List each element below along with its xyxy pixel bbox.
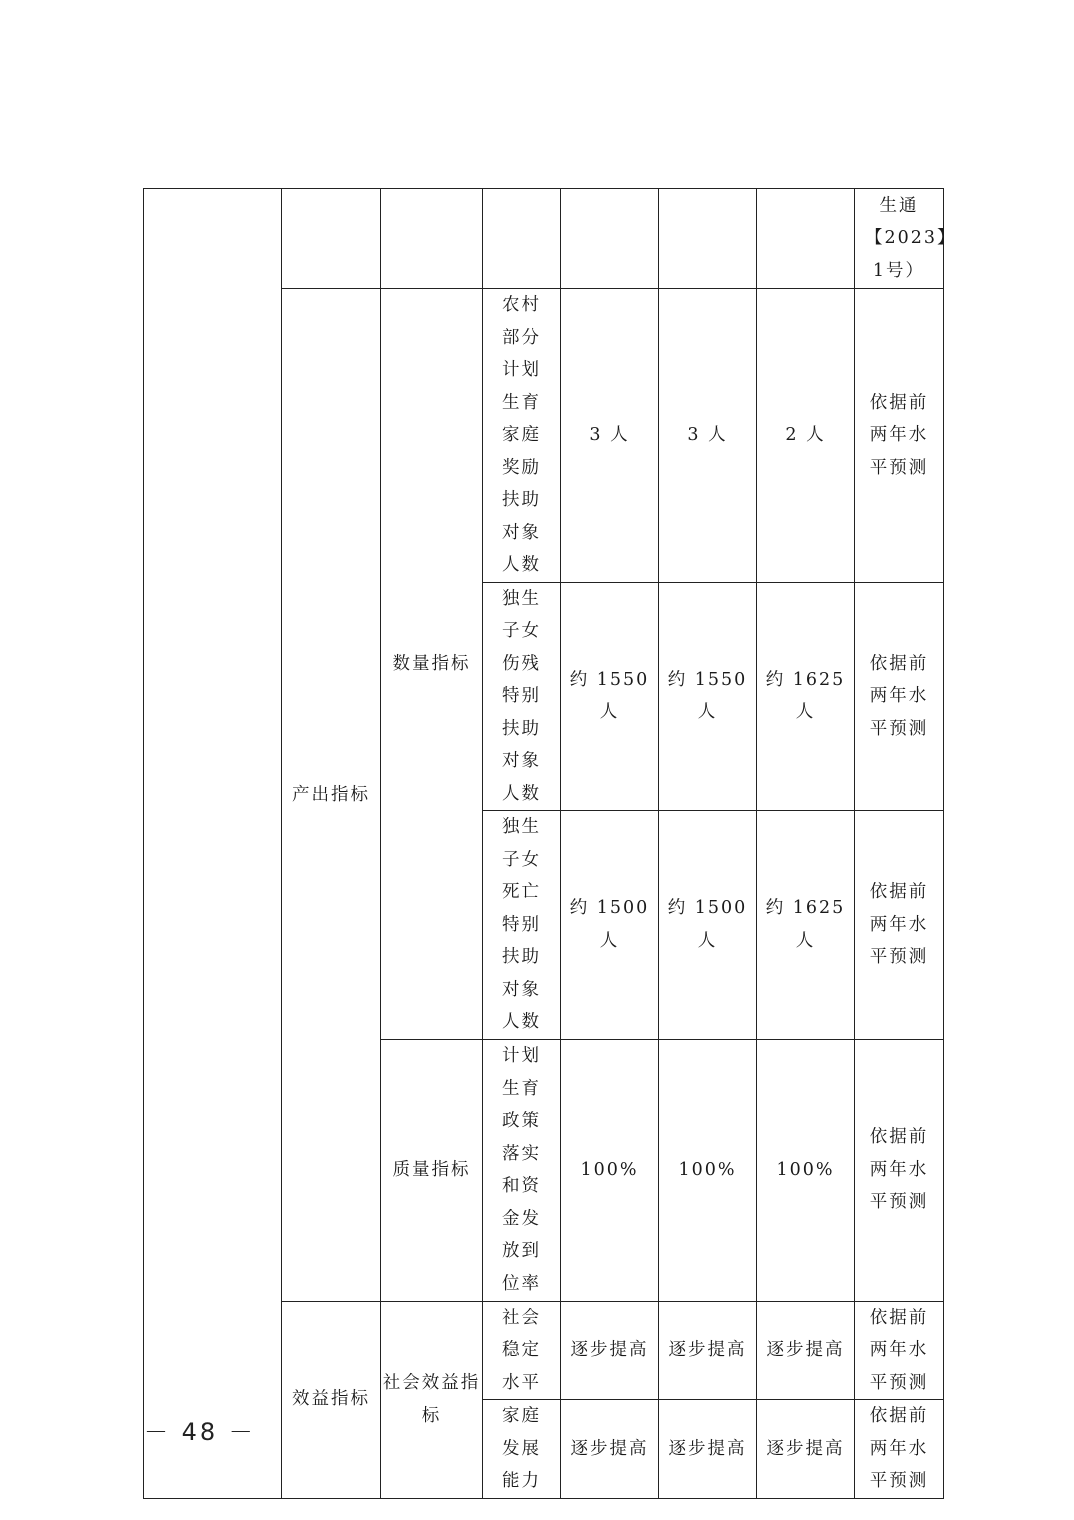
value-cell: 逐步提高 (659, 1400, 757, 1499)
indicator-table (143, 188, 957, 1499)
value-cell: 约 1550 人 (561, 582, 659, 811)
indicator-name: 家庭发展能力 (483, 1400, 561, 1499)
value-cell: 3 人 (561, 289, 659, 583)
indicator-name: 计划生育政策落实和资金发放到位率 (483, 1039, 561, 1301)
level2-social: 社会效益指标 (381, 1301, 483, 1498)
value-cell: 逐步提高 (757, 1301, 855, 1400)
page-number: － 48 － (144, 1418, 256, 1446)
value-cell: 逐步提高 (757, 1400, 855, 1499)
note-cell: 依据前两年水平预测 (855, 1301, 944, 1400)
note-cell: 依据前两年水平预测 (855, 1400, 944, 1499)
value-cell: 逐步提高 (561, 1301, 659, 1400)
value-cell: 2 人 (757, 289, 855, 583)
value-cell: 逐步提高 (659, 1301, 757, 1400)
value-cell: 逐步提高 (561, 1400, 659, 1499)
blank-first-column (144, 189, 282, 1499)
note-cell: 依据前两年水平预测 (855, 289, 944, 583)
value-cell: 100% (757, 1039, 855, 1301)
value-cell: 约 1625 人 (757, 582, 855, 811)
indicator-name: 社会稳定水平 (483, 1301, 561, 1400)
table-cell (282, 189, 381, 289)
indicator-name: 农村部分计划生育家庭奖励扶助对象人数 (483, 289, 561, 583)
table-cell (483, 189, 561, 289)
level1-output: 产出指标 (282, 289, 381, 1302)
value-cell: 约 1500 人 (561, 811, 659, 1040)
table-cell (757, 189, 855, 289)
value-cell: 100% (659, 1039, 757, 1301)
table-cell (561, 189, 659, 289)
value-cell: 100% (561, 1039, 659, 1301)
note-cell: 生通【2023】1号） (855, 189, 944, 289)
value-cell: 约 1625 人 (757, 811, 855, 1040)
value-cell: 3 人 (659, 289, 757, 583)
value-cell: 约 1500 人 (659, 811, 757, 1040)
note-cell: 依据前两年水平预测 (855, 811, 944, 1040)
level2-quantity: 数量指标 (381, 289, 483, 1040)
table-cell (381, 189, 483, 289)
value-cell: 约 1550 人 (659, 582, 757, 811)
table-cell (659, 189, 757, 289)
level1-benefit: 效益指标 (282, 1301, 381, 1498)
table-row (144, 189, 944, 289)
indicator-name: 独生子女伤残特别扶助对象人数 (483, 582, 561, 811)
note-cell: 依据前两年水平预测 (855, 582, 944, 811)
level2-quality: 质量指标 (381, 1039, 483, 1301)
indicator-name: 独生子女死亡特别扶助对象人数 (483, 811, 561, 1040)
note-cell: 依据前两年水平预测 (855, 1039, 944, 1301)
